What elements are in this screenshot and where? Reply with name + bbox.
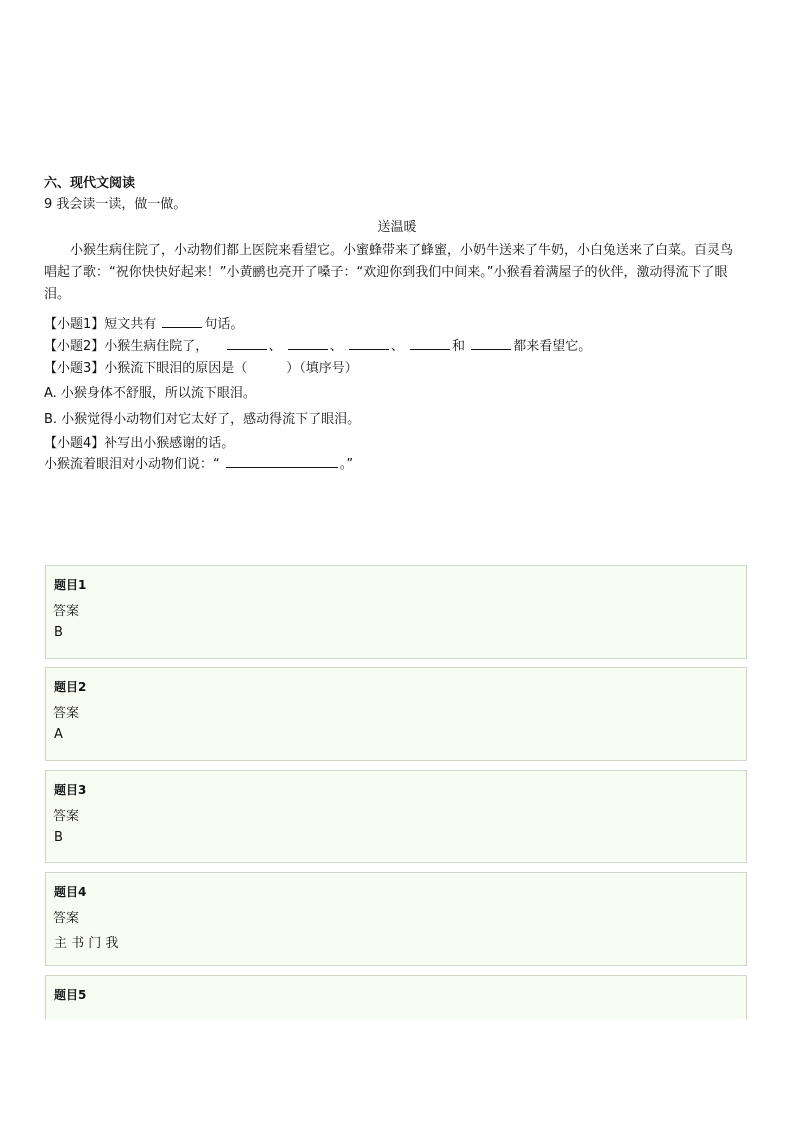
subquestion-4-prefix: 小猴流着眼泪对小动物们说：“	[44, 457, 220, 472]
answer-title: 题目4	[54, 885, 87, 899]
answer-label: 答案	[53, 604, 80, 619]
passage-title: 送温暖	[377, 220, 417, 235]
separator: 、	[268, 339, 282, 354]
question-intro: 9 我会读一读，做一做。	[44, 197, 187, 212]
answer-value: A	[54, 727, 63, 742]
separator: 、	[329, 339, 343, 354]
answer-label: 答案	[53, 809, 80, 824]
passage-text: 小猴生病住院了，小动物们都上医院来看望它。小蜜蜂带来了蜂蜜，小奶牛送来了牛奶，小白兔送来了白菜。百灵鸟唱起了歌：“祝你快快好起来！”小黄鹂也亮开了嗓子：“欢迎你到我们中间来。”小猴看着满屋子的伙伴，激动得流下了眼泪。	[44, 243, 734, 302]
answer-title: 题目3	[54, 783, 87, 797]
subquestion-4-suffix: 。”	[339, 457, 354, 472]
subquestion-4-answer-line	[44, 453, 353, 472]
answer-blank	[162, 314, 202, 328]
answer-blank	[227, 336, 267, 350]
separator: 和	[452, 339, 466, 354]
answer-label: 答案	[53, 706, 80, 721]
separator: 、	[390, 339, 404, 354]
subquestion-1	[44, 313, 243, 332]
answer-blank	[349, 336, 389, 350]
answer-title: 题目5	[54, 988, 87, 1002]
answer-value: B	[54, 625, 63, 640]
answer-box	[45, 872, 747, 966]
subquestion-2-suffix: 都来看望它。	[513, 339, 592, 354]
subquestion-2-text: 【小题2】小猴生病住院了，	[44, 339, 209, 354]
answer-blank	[288, 336, 328, 350]
answer-value: 主 书 门 我	[54, 936, 119, 951]
section-title: 六、现代文阅读	[44, 176, 136, 191]
answer-box	[45, 975, 747, 1019]
answer-label: 答案	[53, 911, 80, 926]
option-b: B. 小猴觉得小动物们对它太好了，感动得流下了眼泪。	[44, 412, 361, 427]
answer-title: 题目2	[54, 680, 87, 694]
answer-blank	[471, 336, 511, 350]
subquestion-1-text: 【小题1】短文共有	[44, 317, 157, 332]
answer-value: B	[54, 830, 63, 845]
subquestion-1-suffix: 句话。	[204, 317, 244, 332]
subquestion-2	[44, 335, 591, 354]
option-a: A. 小猴身体不舒服，所以流下眼泪。	[44, 386, 256, 401]
subquestion-3: 【小题3】小猴流下眼泪的原因是（ ）（填序号）	[44, 361, 358, 376]
answer-box	[45, 565, 747, 659]
answer-box	[45, 770, 747, 863]
answer-title: 题目1	[54, 578, 87, 592]
answer-blank	[410, 336, 450, 350]
answer-blank	[226, 454, 338, 468]
subquestion-4: 【小题4】补写出小猴感谢的话。	[44, 436, 235, 451]
answer-box	[45, 667, 747, 761]
